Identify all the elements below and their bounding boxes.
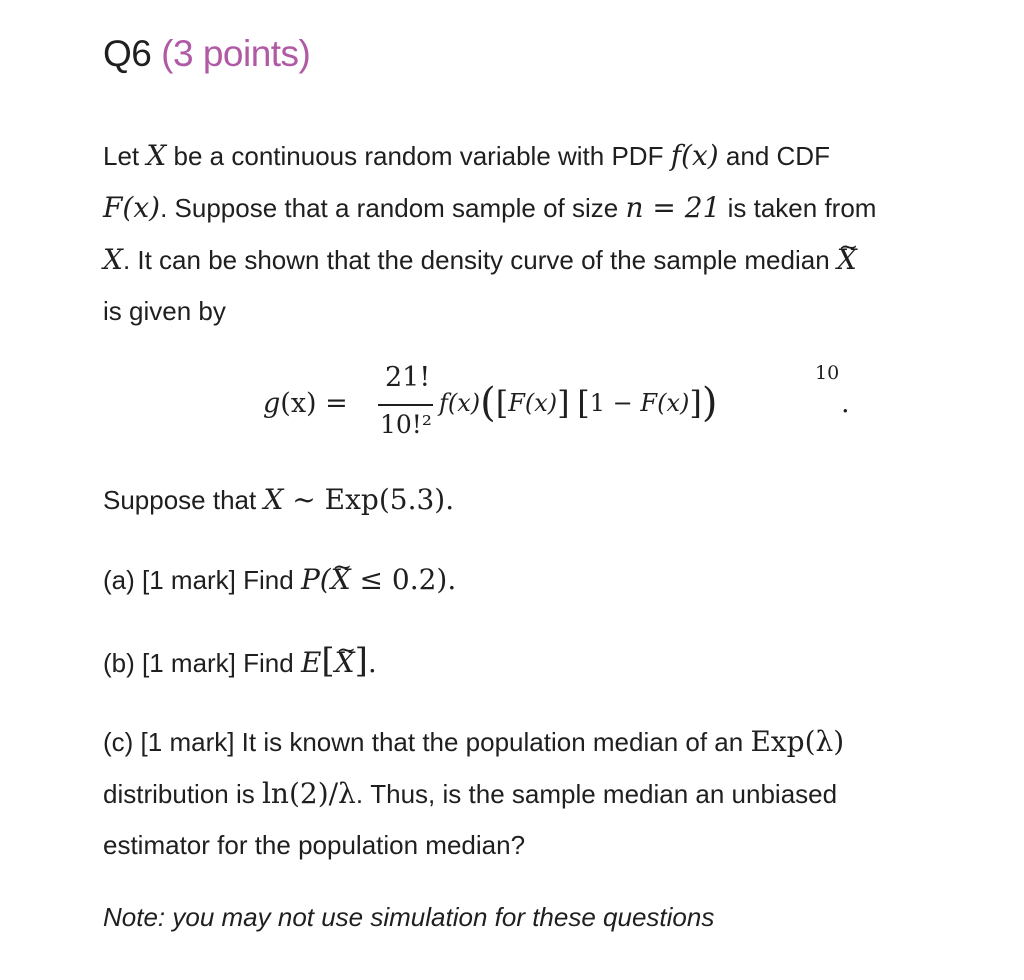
distribution-statement: Suppose that X ~ Exp(5.3). — [103, 483, 455, 516]
sample-size: n = 21 — [625, 191, 721, 224]
simulation-note: Note: you may not use simulation for these questions — [103, 902, 715, 932]
ln2-over-lambda: ln(2)/λ — [261, 777, 356, 810]
distribution-exp: Exp(5.3) — [324, 483, 446, 516]
sample-median-symbol: ~ X — [335, 637, 355, 688]
question-title — [103, 33, 310, 75]
exp-lambda: Exp(λ) — [750, 725, 845, 758]
intro-paragraph — [103, 130, 993, 337]
intro-line-3: X. It can be shown that the density curve of the sample median ~ X — [103, 234, 993, 286]
sample-median-symbol: ~ X — [331, 554, 351, 605]
formula-lhs: g(x) = — [263, 388, 348, 419]
var-x: X — [103, 243, 123, 276]
sample-median-symbol: ~ X — [837, 234, 857, 285]
fraction-bar — [378, 404, 433, 406]
cdf-symbol: F(x) — [103, 191, 161, 224]
intro-line-4: is given by — [103, 296, 226, 326]
pdf-symbol: f(x) — [670, 139, 719, 172]
intro-line-1: Let X be a continuous random variable with PDF f(x) and CDF — [103, 139, 830, 172]
part-b: (b) [1 mark] Find E[~ X]. — [103, 636, 993, 689]
part-c: (c) [1 mark] It is known that the population median of an Exp(λ) distribution is ln(2)/λ. Thus, is the sample median an unbiased estimator for the population median? — [103, 725, 845, 860]
question-number: Q6 — [103, 33, 152, 74]
formula-numerator: 21! — [385, 362, 431, 393]
formula-period: . — [841, 388, 850, 419]
formula-exponent: 10 — [815, 362, 840, 384]
formula-body: f(x)([F(x)] [1 − F(x)]) — [439, 380, 718, 426]
var-x: X — [146, 139, 167, 172]
intro-line-2: F(x). Suppose that a random sample of size n = 21 is taken from — [103, 191, 877, 224]
formula-denominator: 10!² — [380, 410, 432, 439]
part-a: (a) [1 mark] Find P(~ X ≤ 0.2). — [103, 554, 993, 606]
question-points: (3 points) — [161, 33, 311, 74]
